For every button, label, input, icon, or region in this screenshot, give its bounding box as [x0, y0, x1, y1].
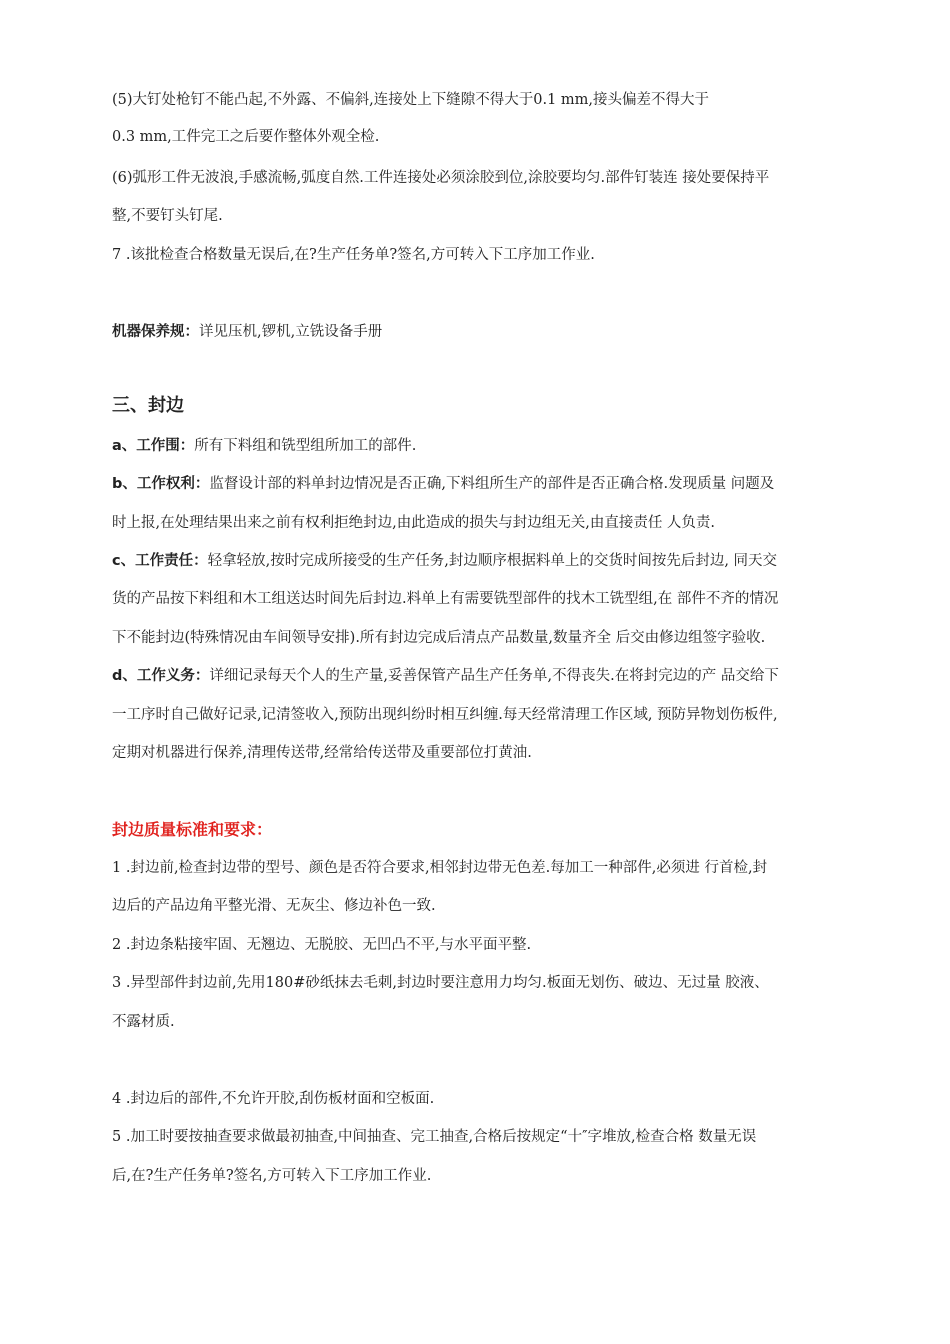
rights-label: b、工作权利：	[112, 476, 210, 492]
quality-item3-line2: 不露材质.	[112, 1014, 175, 1030]
section-title-edge-banding: 三、封边	[112, 395, 184, 416]
quality-item1-line2: 边后的产品边角平整光滑、无灰尘、修边补色一致.	[112, 898, 436, 914]
quality-item4-line1: 4 .封边后的部件,不允许开胶,刮伤板材面和空板面.	[112, 1091, 435, 1107]
rights-line2: 时上报,在处理结果出来之前有权利拒绝封边,由此造成的损失与封边组无关,由直接责任 人负责.	[112, 515, 716, 531]
scope-text: 所有下料组和铣型组所加工的部件.	[194, 438, 417, 454]
responsibility-line3: 下不能封边(特殊情况由车间领导安排).所有封边完成后清点产品数量,数量齐全 后交由修边组签字验收.	[112, 630, 766, 646]
duty-line2: 一工序时自己做好记录,记清签收入,预防出现纠纷时相互纠缠.每天经常清理工作区域, 预防异物划伤板件,	[112, 707, 778, 723]
quality-item5-line1: 5 .加工时要按抽查要求做最初抽查,中间抽查、完工抽查,合格后按规定“十″字堆放,检查合格 数量无误	[112, 1129, 757, 1145]
responsibility-label: c、工作责任：	[112, 553, 208, 569]
maintenance-label: 机器保养规：	[112, 324, 199, 340]
responsibility-line2: 货的产品按下料组和木工组送达时间先后封边.料单上有需要铣型部件的找木工铣型组,在 部件不齐的情况	[112, 591, 779, 607]
item7-line1: 7 .该批检查合格数量无误后,在?生产任务单?签名,方可转入下工序加工作业.	[112, 247, 595, 263]
quality-item2-line1: 2 .封边条粘接牢固、无翘边、无脱胶、无凹凸不平,与水平面平整.	[112, 937, 532, 953]
duty-label: d、工作义务：	[112, 668, 210, 684]
scope-line	[112, 436, 858, 456]
rights-line1	[112, 474, 858, 494]
responsibility-line1	[112, 551, 858, 571]
duty-text1: 详细记录每天个人的生产量,妥善保管产品生产任务单,不得丧失.在将封完边的产 品交给下	[209, 668, 779, 684]
item5-line1: (5)大钉处枪钉不能凸起,不外露、不偏斜,连接处上下缝隙不得大于0.1 mm,接头偏差不得大于	[112, 92, 710, 108]
item5-line2: 0.3 mm,工件完工之后要作整体外观全检.	[112, 129, 380, 145]
item6-line1: (6)弧形工件无波浪,手感流畅,弧度自然.工件连接处必须涂胶到位,涂胶要均匀.部件钉装连 接处要保持平	[112, 170, 770, 186]
maintenance-text: 详见压机,锣机,立铣设备手册	[199, 324, 383, 340]
rights-text1: 监督设计部的料单封边情况是否正确,下料组所生产的部件是否正确合格.发现质量 问题及	[209, 476, 775, 492]
responsibility-text1: 轻拿轻放,按时完成所接受的生产任务,封边顺序根据料单上的交货时间按先后封边, 同天交	[207, 553, 778, 569]
scope-label: a、工作围：	[112, 438, 195, 454]
duty-line3: 定期对机器进行保养,清理传送带,经常给传送带及重要部位打黄油.	[112, 745, 532, 761]
quality-item1-line1: 1 .封边前,检查封边带的型号、颜色是否符合要求,相邻封边带无色差.每加工一种部件,必须进 行首检,封	[112, 860, 768, 876]
quality-item5-line2: 后,在?生产任务单?签名,方可转入下工序加工作业.	[112, 1168, 432, 1184]
duty-line1	[112, 666, 858, 686]
item6-line2: 整,不要钉头钉尾.	[112, 208, 223, 224]
quality-title: 封边质量标准和要求：	[112, 820, 273, 839]
quality-item3-line1: 3 .异型部件封边前,先用180#砂纸抹去毛刺,封边时要注意用力均匀.板面无划伤、破边、无过量 胶液、	[112, 975, 769, 991]
maintenance-line	[112, 322, 858, 342]
